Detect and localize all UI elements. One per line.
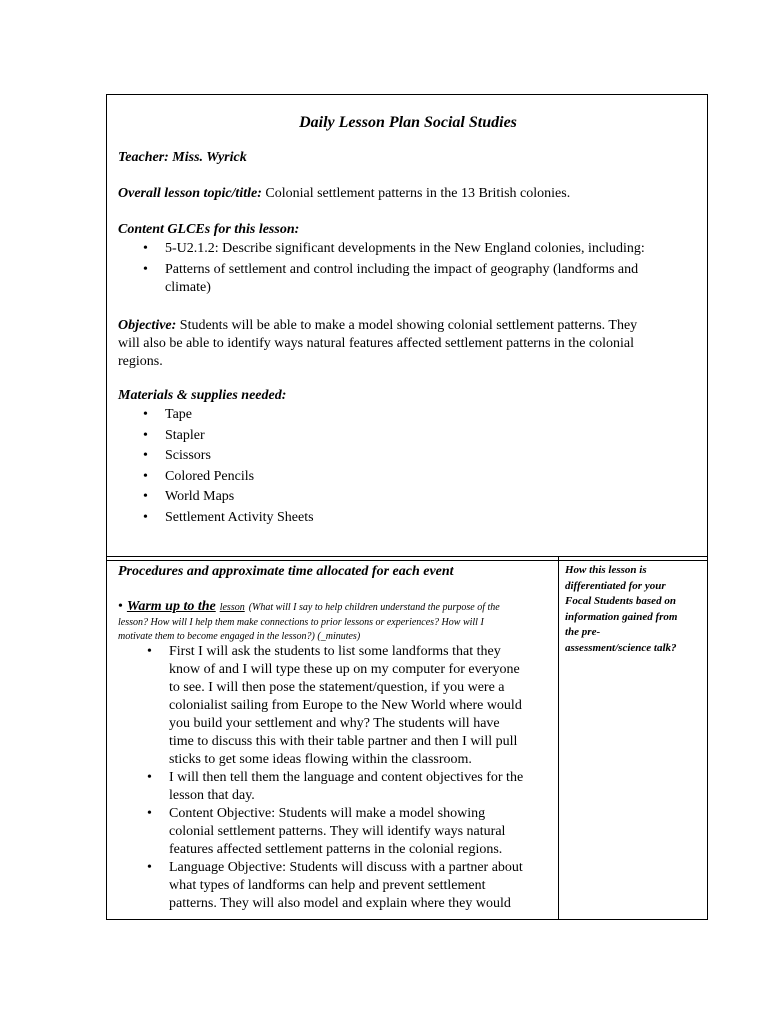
materials-label: Materials & supplies needed: (118, 388, 287, 403)
warmup-prompt-1: (What will I say to help children understand the purpose of the (248, 602, 500, 613)
procedure-list (169, 643, 523, 913)
glce-label: Content GLCEs for this lesson: (118, 222, 300, 237)
procedure-item: • I will then tell them the language and content objectives for the lesson that day. (169, 769, 523, 805)
warmup-heading-small: lesson (219, 602, 245, 613)
material-item: • Settlement Activity Sheets (165, 509, 314, 530)
material-item: • Scissors (165, 447, 314, 468)
section-divider-2 (106, 560, 708, 561)
material-item: • Tape (165, 406, 314, 427)
page-title: Daily Lesson Plan Social Studies (299, 114, 517, 131)
objective-block (118, 317, 637, 371)
procedure-item: • Language Objective: Students will discuss with a partner about what types of landforms can help and prevent settlement patterns. They will also model and explain where they would (169, 859, 523, 913)
warmup-prompt-3: motivate them to become engaged in the lesson?) (_minutes) (118, 631, 361, 642)
objective-line-2: will also be able to identify ways natural features affected settlement patterns in the colonial (118, 336, 635, 351)
warmup-bullet: • (118, 599, 123, 614)
differentiation-header: How this lesson is differentiated for your Focal Students based on information gained from the pre- assessment/science talk? (565, 564, 678, 654)
materials-list (165, 406, 314, 529)
glce-item: • Patterns of settlement and control including the impact of geography (landforms and climate) (165, 261, 645, 297)
topic-label: Overall lesson topic/title: (118, 186, 262, 201)
warmup-heading: Warm up to the (126, 599, 216, 614)
objective-line-1: Students will be able to make a model showing colonial settlement patterns. They (179, 318, 638, 333)
material-item: • Stapler (165, 427, 314, 448)
section-divider (106, 556, 708, 557)
teacher-label: Teacher: Miss. Wyrick (118, 150, 247, 165)
topic-value: Colonial settlement patterns in the 13 British colonies. (265, 186, 571, 201)
glce-item: • 5-U2.1.2: Describe significant developments in the New England colonies, including: (165, 240, 645, 258)
warmup-prompt-2: lesson? How will I help them make connections to prior lessons or experiences? How will I (118, 616, 484, 628)
objective-line-3: regions. (118, 354, 163, 369)
topic-line (118, 186, 570, 202)
material-item: • World Maps (165, 488, 314, 509)
column-divider (558, 557, 559, 920)
objective-label: Objective: (118, 318, 177, 333)
procedures-label: Procedures and approximate time allocated for each event (118, 564, 454, 579)
glce-list (165, 240, 645, 297)
warmup-block (118, 599, 558, 645)
procedure-item: • Content Objective: Students will make a model showing colonial settlement patterns. They will identify ways natural features affected settlement patterns in the colonial regions. (169, 805, 523, 859)
material-item: • Colored Pencils (165, 468, 314, 489)
procedure-item: • First I will ask the students to list some landforms that they know of and I will type these up on my computer for everyone to see. I will then pose the statement/question, if you were a colonialist sailing from Europe to the New World where would you build your settlement and why? The students will have time to discuss this with their table partner and then I will pull sticks to get some ideas flowing within the classroom. (169, 643, 523, 769)
